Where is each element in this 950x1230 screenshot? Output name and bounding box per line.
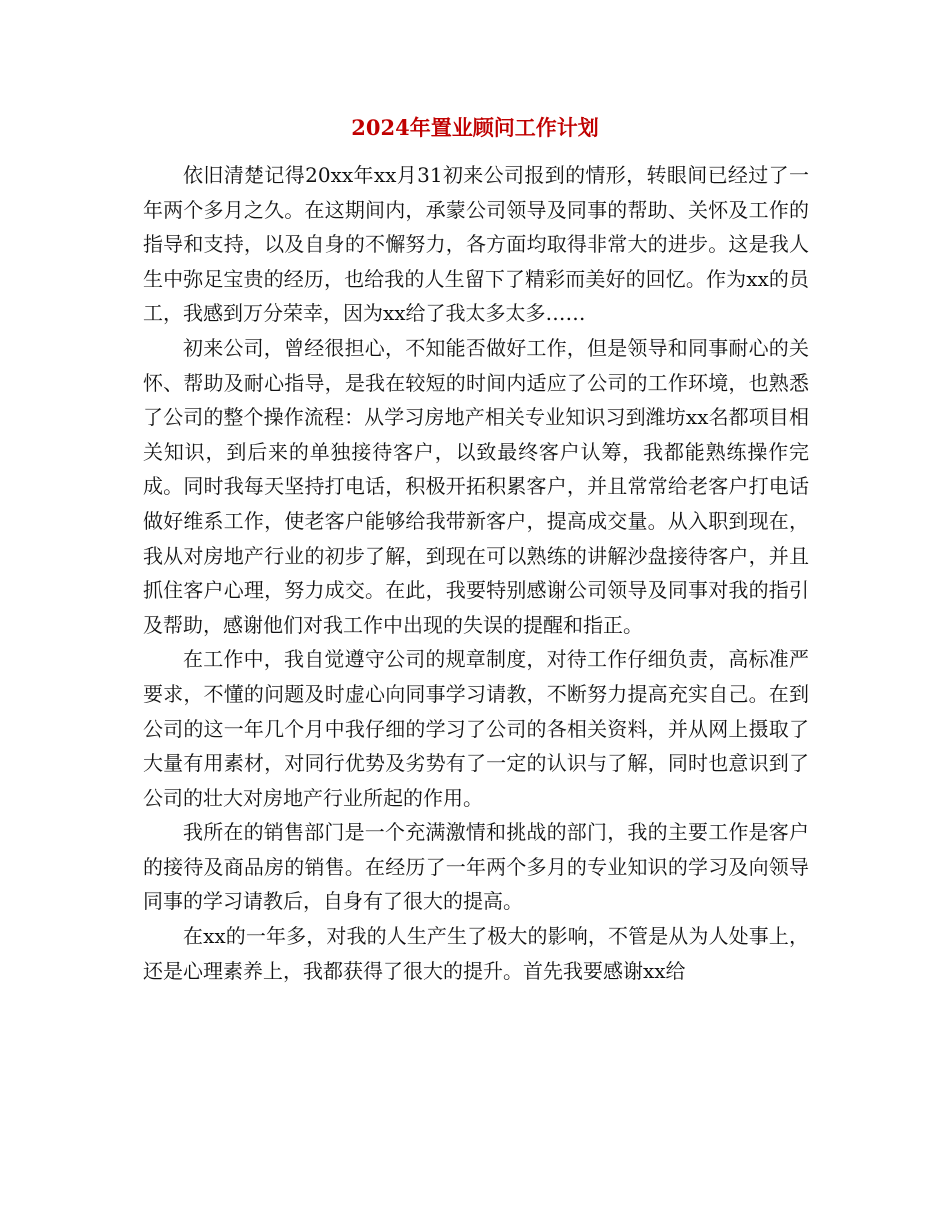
- paragraph-1: 依旧清楚记得20xx年xx月31初来公司报到的情形，转眼间已经过了一年两个多月之久。在这期间内，承蒙公司领导及同事的帮助、关怀及工作的指导和支持，以及自身的不懈努力，各方面均取得非常大的进步。这是我人生中弥足宝贵的经历，也给我的人生留下了精彩而美好的回忆。作为xx的员工，我感到万分荣幸，因为xx给了我太多太多……: [143, 163, 809, 326]
- paragraph-4: 我所在的销售部门是一个充满激情和挑战的部门，我的主要工作是客户的接待及商品房的销售。在经历了一年两个多月的专业知识的学习及向领导同事的学习请教后，自身有了很大的提高。: [143, 820, 809, 914]
- paragraph-3: 在工作中，我自觉遵守公司的规章制度，对待工作仔细负责，高标准严要求，不懂的问题及时虚心向同事学习请教，不断努力提高充实自己。在到公司的这一年几个月中我仔细的学习了公司的各相关资料，并从网上摄取了大量有用素材，对同行优势及劣势有了一定的认识与了解，同时也意识到了公司的壮大对房地产行业所起的作用。: [143, 647, 809, 810]
- paragraph-2: 初来公司，曾经很担心，不知能否做好工作，但是领导和同事耐心的关怀、帮助及耐心指导，是我在较短的时间内适应了公司的工作环境，也熟悉了公司的整个操作流程：从学习房地产相关专业知识习到潍坊xx名都项目相关知识，到后来的单独接待客户，以致最终客户认筹，我都能熟练操作完成。同时我每天坚持打电话，积极开拓积累客户，并且常常给老客户打电话做好维系工作，使老客户能够给我带新客户，提高成交量。从入职到现在，我从对房地产行业的初步了解，到现在可以熟练的讲解沙盘接待客户，并且抓住客户心理，努力成交。在此，我要特别感谢公司领导及同事对我的指引及帮助，感谢他们对我工作中出现的失误的提醒和指正。: [143, 335, 809, 637]
- document-body: [143, 158, 809, 988]
- paragraph-5: 在xx的一年多，对我的人生产生了极大的影响，不管是从为人处事上，还是心理素养上，我都获得了很大的提升。首先我要感谢xx给: [143, 924, 809, 983]
- document-title: 2024年置业顾问工作计划: [351, 115, 599, 140]
